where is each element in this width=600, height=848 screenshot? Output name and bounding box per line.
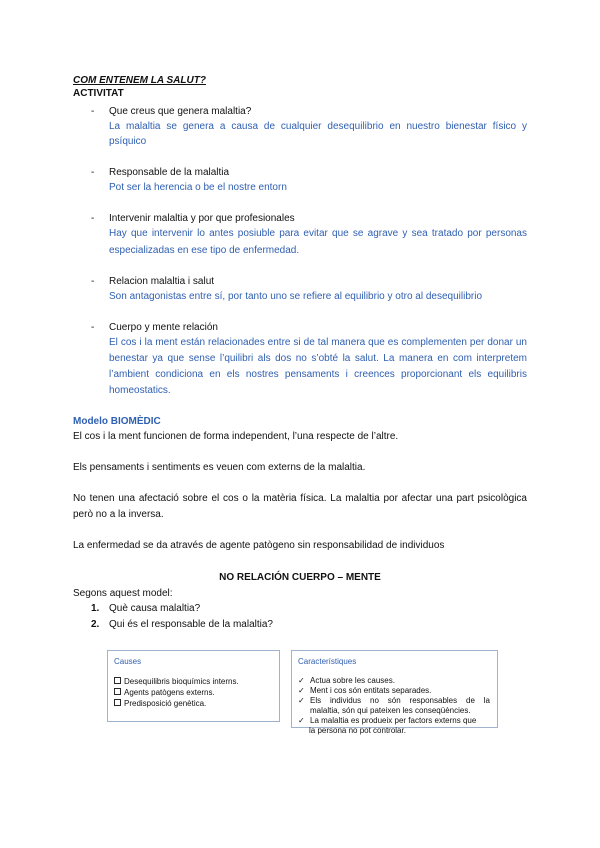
question-4: Relacion malaltia i salut xyxy=(109,276,215,287)
model-title: Modelo BIOMÈDIC xyxy=(73,416,161,427)
dash-bullet: - xyxy=(91,322,95,333)
paragraph-1: El cos i la ment funcionen de forma independent, l’una respecte de l’altre. xyxy=(73,431,399,442)
answer-1-line-2: psíquico xyxy=(109,136,147,147)
features-box xyxy=(291,650,498,728)
checkbox-icon xyxy=(114,699,124,709)
question-3: Intervenir malaltia y por que profesionales xyxy=(109,213,295,224)
check-icon: ✓ xyxy=(298,686,305,695)
numbered-item-2: Qui és el responsable de la malaltia? xyxy=(109,619,273,630)
check-icon: ✓ xyxy=(298,716,305,725)
paragraph-4: La enfermedad se da através de agente patògeno sin responsabilidad de individuos xyxy=(73,540,445,551)
question-5: Cuerpo y mente relación xyxy=(109,322,218,333)
center-heading: NO RELACIÓN CUERPO – MENTE xyxy=(219,572,381,583)
numbered-marker-1: 1. xyxy=(91,603,100,614)
answer-5-line-3: l’ambient condiciona en els nostres pensaments i creences proporcionant els equilibris xyxy=(109,369,527,380)
dash-bullet: - xyxy=(91,213,95,224)
causes-box xyxy=(107,650,280,722)
causes-item: Predisposició genètica. xyxy=(114,699,206,709)
checkbox-icon xyxy=(114,677,124,687)
dash-bullet: - xyxy=(91,167,95,178)
checkbox-icon xyxy=(114,688,124,698)
answer-3-line-2: especializadas en ese tipo de enfermedad. xyxy=(109,245,300,256)
numbered-item-1: Què causa malaltia? xyxy=(109,603,201,614)
features-item: La malaltia es produeix per factors externs que xyxy=(310,716,477,725)
check-icon: ✓ xyxy=(298,696,305,705)
paragraph-3-line-1: No tenen una afectació sobre el cos o la matèria física. La malaltia por afectar una part psicològica xyxy=(73,493,527,504)
answer-4-line-1: Son antagonistas entre sí, por tanto uno se refiere al equilibrio y otro al desequilibrio xyxy=(109,291,483,302)
features-item-cont: la persona no pot controlar. xyxy=(309,726,406,735)
answer-2-line-1: Pot ser la herencia o be el nostre entorn xyxy=(109,182,287,193)
paragraph-3-line-2: però no a la inversa. xyxy=(73,509,164,520)
dash-bullet: - xyxy=(91,106,95,117)
features-box-title: Característiques xyxy=(298,657,357,666)
answer-5-line-2: benestar ya que sense l’quilibri als dos no s’obté la salut. La manera en com interpretem xyxy=(109,353,527,364)
question-2: Responsable de la malaltia xyxy=(109,167,230,178)
causes-item: Agents patògens externs. xyxy=(114,688,215,698)
answer-5-line-1: El cos i la ment están relacionades entre si de tal manera que es complementen per donar un xyxy=(109,337,527,348)
activity-label: ACTIVITAT xyxy=(73,88,124,99)
features-item-cont: malaltia, són qui pateixen les conseqüències. xyxy=(310,706,471,715)
causes-item: Desequilibris bioquímics interns. xyxy=(114,677,239,687)
question-1: Que creus que genera malaltia? xyxy=(109,106,252,117)
features-item: Actua sobre les causes. xyxy=(310,676,395,685)
causes-box-title: Causes xyxy=(114,657,142,666)
dash-bullet: - xyxy=(91,276,95,287)
segons-label: Segons aquest model: xyxy=(73,588,173,599)
numbered-marker-2: 2. xyxy=(91,619,100,630)
features-item: Els individus no són responsables de la xyxy=(310,696,490,705)
page-heading: COM ENTENEM LA SALUT? xyxy=(73,75,206,86)
features-item: Ment i cos són entitats separades. xyxy=(310,686,432,695)
check-icon: ✓ xyxy=(298,676,305,685)
answer-5-line-4: homeostatics. xyxy=(109,385,171,396)
answer-1-line-1: La malaltia se genera a causa de cualquier desequilibrio en nuestro bienestar físico y xyxy=(109,121,527,132)
paragraph-2: Els pensaments i sentiments es veuen com externs de la malaltia. xyxy=(73,462,366,473)
answer-3-line-1: Hay que intervenir lo antes posiuble para evitar que se agrave y sea tratado por personas xyxy=(109,228,527,239)
